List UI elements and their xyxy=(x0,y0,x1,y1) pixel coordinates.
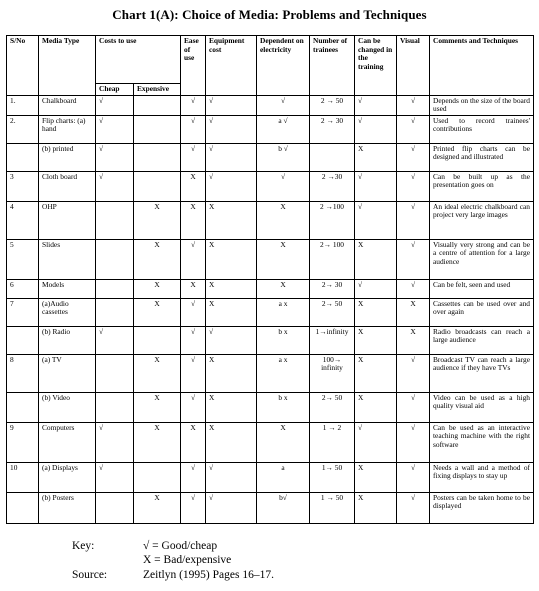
header-cheap: Cheap xyxy=(96,84,134,96)
cell-comment: Can be built up as the presentation goes on xyxy=(430,171,534,201)
table-row xyxy=(7,462,534,492)
cell-changed: √ xyxy=(355,201,397,239)
cell-sno: 5 xyxy=(7,239,39,279)
cell-visual: √ xyxy=(397,239,430,279)
cell-comment: Radio broadcasts can reach a large audience xyxy=(430,326,534,354)
cell-ease: X xyxy=(181,171,206,201)
cell-changed: √ xyxy=(355,422,397,462)
cell-changed: X xyxy=(355,298,397,326)
cell-visual: √ xyxy=(397,492,430,523)
cell-changed: √ xyxy=(355,171,397,201)
cell-trainees: 1 → 50 xyxy=(310,492,355,523)
cell-comment: Can be used as an interactive teaching machine with the right software xyxy=(430,422,534,462)
cell-expensive: X xyxy=(134,201,181,239)
cell-media-type: Models xyxy=(39,279,96,298)
cell-dependent: b√ xyxy=(257,492,310,523)
table-row xyxy=(7,492,534,523)
header-sno: S/No xyxy=(7,36,39,96)
cell-comment: Printed flip charts can be designed and illustrated xyxy=(430,143,534,171)
cell-dependent: b x xyxy=(257,326,310,354)
cell-cheap xyxy=(96,279,134,298)
cell-ease: √ xyxy=(181,326,206,354)
cell-comment: Depends on the size of the board used xyxy=(430,95,534,115)
cell-media-type: Flip charts: (a) hand xyxy=(39,115,96,143)
header-changed: Can be changed in the training xyxy=(355,36,397,96)
cell-sno: 6 xyxy=(7,279,39,298)
table-row xyxy=(7,143,534,171)
cell-equipment: X xyxy=(206,392,257,422)
cell-cheap xyxy=(96,239,134,279)
cell-equipment: X xyxy=(206,239,257,279)
cell-media-type: Chalkboard xyxy=(39,95,96,115)
table-row xyxy=(7,95,534,115)
cell-trainees: 100→ infinity xyxy=(310,354,355,392)
cell-comment: Posters can be taken home to be displayed xyxy=(430,492,534,523)
cell-trainees: 2 → 50 xyxy=(310,95,355,115)
table-row xyxy=(7,392,534,422)
cell-cheap xyxy=(96,492,134,523)
cell-dependent: X xyxy=(257,279,310,298)
table-row xyxy=(7,422,534,462)
header-expensive: Expensive xyxy=(134,84,181,96)
cell-visual: √ xyxy=(397,279,430,298)
cell-equipment: X xyxy=(206,298,257,326)
cell-trainees: 2→ 30 xyxy=(310,279,355,298)
cell-changed: X xyxy=(355,492,397,523)
cell-dependent: √ xyxy=(257,171,310,201)
cell-sno: 3 xyxy=(7,171,39,201)
cell-visual: √ xyxy=(397,115,430,143)
cell-cheap xyxy=(96,392,134,422)
header-media-type: Media Type xyxy=(39,36,96,96)
cell-ease: X xyxy=(181,201,206,239)
table-row xyxy=(7,326,534,354)
cell-changed: X xyxy=(355,354,397,392)
cell-visual: √ xyxy=(397,422,430,462)
cell-ease: √ xyxy=(181,492,206,523)
cell-dependent: X xyxy=(257,201,310,239)
cell-changed: X xyxy=(355,392,397,422)
cell-dependent: X xyxy=(257,239,310,279)
cell-expensive: X xyxy=(134,422,181,462)
cell-ease: √ xyxy=(181,354,206,392)
cell-media-type: (a)Audio cassettes xyxy=(39,298,96,326)
cell-visual: √ xyxy=(397,171,430,201)
cell-cheap xyxy=(96,201,134,239)
cell-ease: √ xyxy=(181,143,206,171)
cell-media-type: (a) Displays xyxy=(39,462,96,492)
cell-visual: X xyxy=(397,326,430,354)
cell-cheap: √ xyxy=(96,462,134,492)
header-costs: Costs to use xyxy=(96,36,181,84)
cell-trainees: 2→ 100 xyxy=(310,239,355,279)
cell-dependent: √ xyxy=(257,95,310,115)
cell-media-type: Cloth board xyxy=(39,171,96,201)
cell-expensive xyxy=(134,171,181,201)
cell-media-type: (a) TV xyxy=(39,354,96,392)
cell-equipment: √ xyxy=(206,462,257,492)
cell-cheap: √ xyxy=(96,143,134,171)
table-row xyxy=(7,239,534,279)
cell-equipment: X xyxy=(206,354,257,392)
cell-expensive: X xyxy=(134,239,181,279)
cell-visual: √ xyxy=(397,392,430,422)
cell-visual: √ xyxy=(397,462,430,492)
cell-trainees: 2 → 30 xyxy=(310,115,355,143)
cell-ease: √ xyxy=(181,115,206,143)
cell-dependent: b √ xyxy=(257,143,310,171)
cell-comment: Visually very strong and can be a centre of attention for a large audience xyxy=(430,239,534,279)
cell-ease: √ xyxy=(181,239,206,279)
cell-changed: X xyxy=(355,326,397,354)
media-table xyxy=(6,35,534,524)
cell-expensive xyxy=(134,462,181,492)
cell-cheap: √ xyxy=(96,115,134,143)
chart-title: Chart 1(A): Choice of Media: Problems and Techniques xyxy=(112,7,427,22)
table-row xyxy=(7,171,534,201)
cell-sno: 10 xyxy=(7,462,39,492)
cell-trainees: 2→ 50 xyxy=(310,392,355,422)
cell-changed: √ xyxy=(355,279,397,298)
cell-expensive: X xyxy=(134,298,181,326)
cell-expensive xyxy=(134,326,181,354)
table-row xyxy=(7,354,534,392)
cell-expensive: X xyxy=(134,279,181,298)
key-bad: X = Bad/expensive xyxy=(143,554,232,566)
cell-ease: X xyxy=(181,422,206,462)
cell-sno: 9 xyxy=(7,422,39,462)
cell-media-type: Slides xyxy=(39,239,96,279)
cell-dependent: a xyxy=(257,462,310,492)
header-trainees: Number of trainees xyxy=(310,36,355,96)
cell-expensive: X xyxy=(134,354,181,392)
cell-trainees: 2 →100 xyxy=(310,201,355,239)
cell-sno xyxy=(7,492,39,523)
cell-visual: √ xyxy=(397,201,430,239)
cell-comment: Used to record trainees' contributions xyxy=(430,115,534,143)
cell-cheap: √ xyxy=(96,171,134,201)
cell-comment: An ideal electric chalkboard can project very large images xyxy=(430,201,534,239)
cell-visual: √ xyxy=(397,143,430,171)
cell-trainees: 1 → 2 xyxy=(310,422,355,462)
cell-visual: √ xyxy=(397,354,430,392)
cell-changed: √ xyxy=(355,95,397,115)
cell-media-type: (b) Video xyxy=(39,392,96,422)
cell-expensive: X xyxy=(134,392,181,422)
cell-sno: 7 xyxy=(7,298,39,326)
cell-equipment: √ xyxy=(206,143,257,171)
cell-equipment: X xyxy=(206,279,257,298)
cell-trainees: 2 →30 xyxy=(310,171,355,201)
table-row xyxy=(7,279,534,298)
cell-dependent: a √ xyxy=(257,115,310,143)
cell-ease: X xyxy=(181,279,206,298)
cell-ease: √ xyxy=(181,392,206,422)
cell-ease: √ xyxy=(181,95,206,115)
cell-sno: 1. xyxy=(7,95,39,115)
cell-sno xyxy=(7,143,39,171)
cell-trainees: 2→ 50 xyxy=(310,298,355,326)
cell-sno: 2. xyxy=(7,115,39,143)
key-good: √ = Good/cheap xyxy=(143,540,218,552)
cell-expensive: X xyxy=(134,492,181,523)
cell-cheap xyxy=(96,354,134,392)
cell-sno: 4 xyxy=(7,201,39,239)
cell-changed: X xyxy=(355,143,397,171)
cell-equipment: √ xyxy=(206,492,257,523)
cell-sno: 8 xyxy=(7,354,39,392)
cell-cheap xyxy=(96,298,134,326)
cell-equipment: X xyxy=(206,422,257,462)
cell-ease: √ xyxy=(181,298,206,326)
cell-media-type: OHP xyxy=(39,201,96,239)
cell-trainees xyxy=(310,143,355,171)
header-visual: Visual xyxy=(397,36,430,96)
table-row xyxy=(7,201,534,239)
cell-sno xyxy=(7,392,39,422)
header-comments: Comments and Techniques xyxy=(430,36,534,96)
cell-media-type: Computers xyxy=(39,422,96,462)
header-dependent: Dependent on electricity xyxy=(257,36,310,96)
cell-media-type: (b) Posters xyxy=(39,492,96,523)
cell-changed: X xyxy=(355,239,397,279)
cell-changed: X xyxy=(355,462,397,492)
cell-visual: √ xyxy=(397,95,430,115)
cell-dependent: b x xyxy=(257,392,310,422)
header-equipment: Equipment cost xyxy=(206,36,257,96)
cell-equipment: √ xyxy=(206,326,257,354)
cell-equipment: X xyxy=(206,201,257,239)
table-row xyxy=(7,298,534,326)
cell-media-type: (b) Radio xyxy=(39,326,96,354)
cell-changed: √ xyxy=(355,115,397,143)
source-label: Source: xyxy=(72,569,108,581)
cell-comment: Can be felt, seen and used xyxy=(430,279,534,298)
cell-ease: √ xyxy=(181,462,206,492)
cell-dependent: a x xyxy=(257,298,310,326)
cell-comment: Cassettes can be used over and over again xyxy=(430,298,534,326)
table-row xyxy=(7,115,534,143)
cell-cheap: √ xyxy=(96,422,134,462)
cell-equipment: √ xyxy=(206,115,257,143)
cell-trainees: 1→ 50 xyxy=(310,462,355,492)
cell-cheap: √ xyxy=(96,326,134,354)
cell-cheap: √ xyxy=(96,95,134,115)
key-label: Key: xyxy=(72,540,95,552)
source-text: Zeitlyn (1995) Pages 16–17. xyxy=(143,569,274,581)
cell-visual: X xyxy=(397,298,430,326)
cell-equipment: √ xyxy=(206,171,257,201)
cell-trainees: 1→infinity xyxy=(310,326,355,354)
cell-comment: Video can be used as a high quality visual aid xyxy=(430,392,534,422)
cell-expensive xyxy=(134,143,181,171)
header-ease: Ease of use xyxy=(181,36,206,96)
cell-dependent: a x xyxy=(257,354,310,392)
cell-sno xyxy=(7,326,39,354)
cell-comment: Needs a wall and a method of fixing displays to stay up xyxy=(430,462,534,492)
cell-media-type: (b) printed xyxy=(39,143,96,171)
cell-equipment: √ xyxy=(206,95,257,115)
cell-expensive xyxy=(134,95,181,115)
cell-dependent: X xyxy=(257,422,310,462)
cell-comment: Broadcast TV can reach a large audience if they have TVs xyxy=(430,354,534,392)
cell-expensive xyxy=(134,115,181,143)
